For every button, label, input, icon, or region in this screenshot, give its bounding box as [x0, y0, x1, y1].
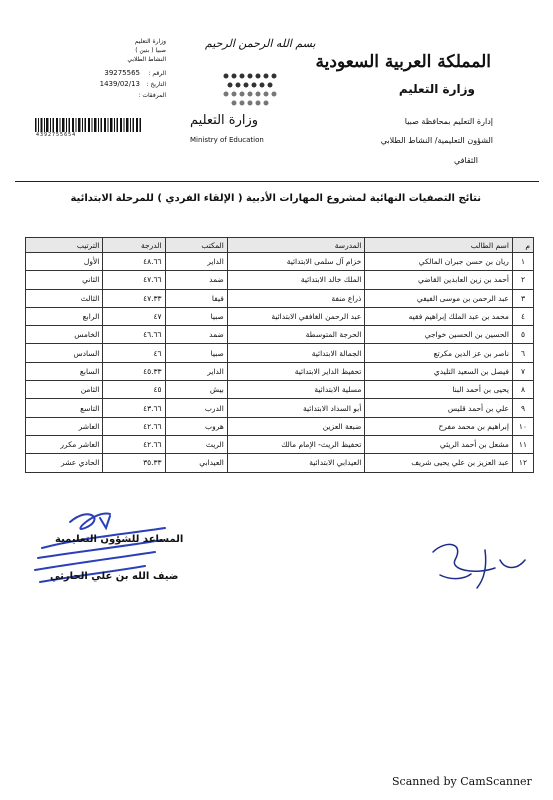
- row-school: مسلية الابتدائية: [227, 381, 365, 399]
- row-student-name: محمد بن عبد الملك إبراهيم فقيه: [365, 307, 513, 325]
- row-office: ضمد: [165, 326, 227, 344]
- results-table: [25, 237, 534, 473]
- row-index: ١٠: [512, 417, 533, 435]
- row-grade: ٤٦.٦٦: [103, 326, 165, 344]
- row-rank: السابع: [26, 362, 103, 380]
- table-row: [26, 253, 534, 271]
- row-student-name: عبد العزيز بن علي يحيى شريف: [365, 454, 513, 472]
- header-school: المدرسة: [227, 238, 365, 253]
- row-rank: السادس: [26, 344, 103, 362]
- row-student-name: يحيى بن أحمد البنا: [365, 381, 513, 399]
- table-row: [26, 271, 534, 289]
- row-rank: الحادي عشر: [26, 454, 103, 472]
- row-student-name: ناصر بن عز الدين مكرتع: [365, 344, 513, 362]
- row-office: الداير: [165, 253, 227, 271]
- logo-arabic-text: وزارة التعليم: [190, 113, 259, 128]
- table-row: [26, 435, 534, 453]
- table-header-row: [26, 238, 534, 253]
- stamp-number-label: الرقم :: [148, 70, 166, 77]
- row-office: بيش: [165, 381, 227, 399]
- barcode-icon: [35, 118, 141, 132]
- row-rank: الرابع: [26, 307, 103, 325]
- table-row: [26, 326, 534, 344]
- row-rank: الأول: [26, 253, 103, 271]
- row-grade: ٤٦: [103, 344, 165, 362]
- header-office: المكتب: [165, 238, 227, 253]
- row-rank: العاشر مكرر: [26, 435, 103, 453]
- row-rank: الخامس: [26, 326, 103, 344]
- row-office: صبيا: [165, 344, 227, 362]
- row-rank: التاسع: [26, 399, 103, 417]
- stamp-date: 1439/02/13: [99, 80, 140, 88]
- row-grade: ٤٣.٦٦: [103, 399, 165, 417]
- row-student-name: مشعل بن أحمد الريثي: [365, 435, 513, 453]
- row-index: ١١: [512, 435, 533, 453]
- row-index: ٨: [512, 381, 533, 399]
- row-index: ٩: [512, 399, 533, 417]
- ministry-logo-icon: [220, 70, 280, 110]
- row-school: الحرجة المتوسطة: [227, 326, 365, 344]
- row-school: خزام آل سلمى الابتدائية: [227, 253, 365, 271]
- row-office: الداير: [165, 362, 227, 380]
- row-rank: الثاني: [26, 271, 103, 289]
- row-school: العيدابي الابتدائية: [227, 454, 365, 472]
- signature-name: ضيف الله بن علي الحارثي: [50, 571, 179, 582]
- row-rank: الثالث: [26, 289, 103, 307]
- row-index: ٢: [512, 271, 533, 289]
- header-grade: الدرجة: [103, 238, 165, 253]
- row-student-name: علي بن أحمد قليس: [365, 399, 513, 417]
- row-school: تحفيظ الداير الابتدائية: [227, 362, 365, 380]
- row-school: الجمالة الابتدائية: [227, 344, 365, 362]
- row-office: الريث: [165, 435, 227, 453]
- table-row: [26, 399, 534, 417]
- table-row: [26, 381, 534, 399]
- row-office: الدرب: [165, 399, 227, 417]
- admin-line-1: إدارة التعليم بمحافظة صبيا: [404, 117, 493, 126]
- row-grade: ٤٢.٦٦: [103, 435, 165, 453]
- row-school: الملك خالد الابتدائية: [227, 271, 365, 289]
- row-office: هروب: [165, 417, 227, 435]
- stamp-line-2: صبيا ( بنين ): [135, 47, 166, 54]
- document-title: نتائج التصفيات النهائية لمشروع المهارات الأدبية ( الإلقاء الفردي ) للمرحلة الابتدائية: [70, 193, 481, 204]
- signature-role: المساعد للشؤون التعليمية: [55, 534, 184, 545]
- row-office: فيفا: [165, 289, 227, 307]
- stamp-date-label: التاريخ :: [146, 81, 166, 88]
- barcode-number: 4392755654: [36, 132, 77, 138]
- row-grade: ٤٧.٦٦: [103, 271, 165, 289]
- row-school: أبو السداد الابتدائية: [227, 399, 365, 417]
- stamp-attachments-label: المرفقات :: [138, 92, 166, 99]
- row-office: صبيا: [165, 307, 227, 325]
- row-index: ١: [512, 253, 533, 271]
- header-rank: الترتيب: [26, 238, 103, 253]
- header-divider: [15, 181, 539, 182]
- logo-english-text: Ministry of Education: [190, 136, 264, 144]
- table-row: [26, 344, 534, 362]
- admin-line-3: الثقافي: [453, 156, 478, 165]
- stamp-line-1: وزارة التعليم: [134, 38, 166, 45]
- row-grade: ٤٢.٦٦: [103, 417, 165, 435]
- admin-line-2: الشؤون التعليمية/ النشاط الطلابي: [380, 136, 493, 145]
- stamp-number: 39275565: [104, 69, 140, 77]
- row-school: ضبعة العزين: [227, 417, 365, 435]
- row-office: ضمد: [165, 271, 227, 289]
- ministry-name: وزارة التعليم: [398, 82, 475, 96]
- row-index: ٤: [512, 307, 533, 325]
- header-index: م: [512, 238, 533, 253]
- scanned-by-label: Scanned by CamScanner: [392, 775, 532, 788]
- table-row: [26, 289, 534, 307]
- table-row: [26, 307, 534, 325]
- row-grade: ٤٨.٦٦: [103, 253, 165, 271]
- row-index: ٥: [512, 326, 533, 344]
- handwritten-signature-icon: [425, 530, 535, 595]
- row-student-name: الحسين بن الحسين خواجي: [365, 326, 513, 344]
- row-student-name: ريان بن حسن جبران المالكي: [365, 253, 513, 271]
- row-grade: ٤٥.٣٣: [103, 362, 165, 380]
- row-grade: ٣٥.٣٣: [103, 454, 165, 472]
- row-index: ٧: [512, 362, 533, 380]
- row-rank: الثامن: [26, 381, 103, 399]
- row-student-name: فيصل بن السعيد التليدي: [365, 362, 513, 380]
- table-row: [26, 362, 534, 380]
- row-grade: ٤٥: [103, 381, 165, 399]
- row-grade: ٤٧: [103, 307, 165, 325]
- row-student-name: عبد الرحمن بن موسى الفيفي: [365, 289, 513, 307]
- row-student-name: إبراهيم بن محمد مفرح: [365, 417, 513, 435]
- row-index: ٦: [512, 344, 533, 362]
- basmala: بسم الله الرحمن الرحيم: [205, 37, 316, 50]
- stamp-line-3: النشاط الطلابي: [127, 56, 166, 63]
- header-student-name: اسم الطالب: [365, 238, 513, 253]
- kingdom-title: المملكة العربية السعودية: [315, 52, 491, 72]
- row-student-name: أحمد بن زين العابدين القاضي: [365, 271, 513, 289]
- row-index: ٣: [512, 289, 533, 307]
- table-row: [26, 417, 534, 435]
- row-school: ذراع منفة: [227, 289, 365, 307]
- row-grade: ٤٧.٣٣: [103, 289, 165, 307]
- row-office: العيدابي: [165, 454, 227, 472]
- row-school: تحفيظ الريث- الإمام مالك: [227, 435, 365, 453]
- table-row: [26, 454, 534, 472]
- row-rank: العاشر: [26, 417, 103, 435]
- row-index: ١٢: [512, 454, 533, 472]
- row-school: عبد الرحمن الغافقي الابتدائية: [227, 307, 365, 325]
